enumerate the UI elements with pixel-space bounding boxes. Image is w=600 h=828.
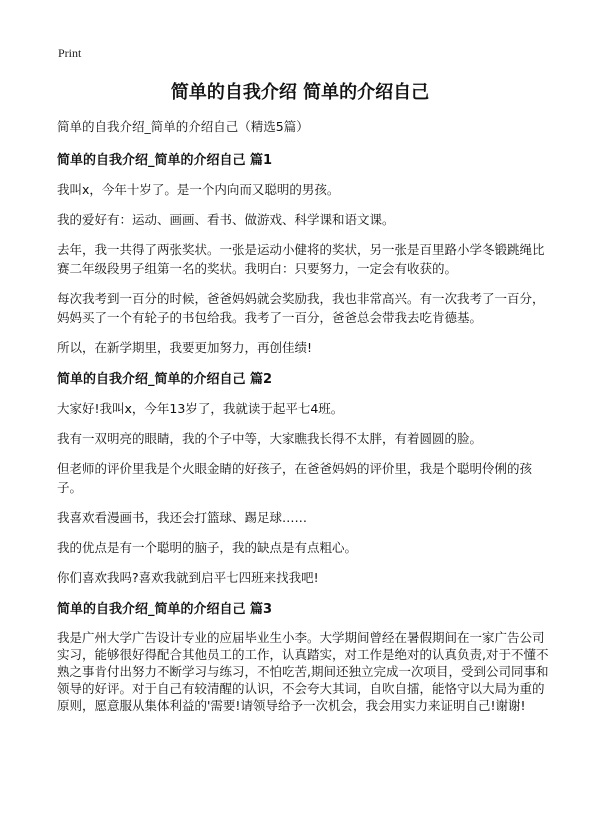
document-subtitle: 简单的自我介绍_简单的介绍自己（精选5篇）	[57, 119, 309, 134]
paragraph: 但老师的评价里我是个火眼金睛的好孩子，在爸爸妈妈的评价里，我是个聪明伶俐的孩子。	[57, 461, 533, 495]
section-3	[57, 598, 552, 714]
section-2	[57, 368, 552, 587]
section-heading: 简单的自我介绍_简单的介绍自己 篇3	[57, 602, 273, 617]
paragraph: 我的优点是有一个聪明的脑子，我的缺点是有点粗心。	[57, 540, 358, 555]
paragraph: 我有一双明亮的眼睛，我的个子中等，大家瞧我长得不太胖，有着圆圆的脸。	[57, 431, 483, 446]
paragraph: 所以，在新学期里，我要更加努力，再创佳绩!	[57, 340, 313, 355]
paragraph: 我喜欢看漫画书，我还会打篮球、踢足球……	[57, 510, 308, 525]
section-1	[57, 149, 552, 357]
section-heading: 简单的自我介绍_简单的介绍自己 篇1	[57, 153, 273, 168]
print-label: Print	[58, 46, 82, 60]
page-title: 简单的自我介绍 简单的介绍自己	[170, 82, 430, 103]
paragraph: 每次我考到一百分的时候，爸爸妈妈就会奖励我，我也非常高兴。有一次我考了一百分，妈妈买了一个有轮子的书包给我。我考了一百分，爸爸总会带我去吃肯德基。	[57, 291, 545, 325]
paragraph: 大家好!我叫x，今年13岁了，我就读于起平七4班。	[57, 401, 344, 416]
section-heading: 简单的自我介绍_简单的介绍自己 篇2	[57, 372, 273, 387]
paragraph: 你们喜欢我吗?喜欢我就到启平七四班来找我吧!	[57, 570, 319, 585]
paragraph: 我是广州大学广告设计专业的应届毕业生小李。大学期间曾经在暑假期间在一家广告公司实习，能够很好得配合其他员工的工作，认真踏实，对工作是绝对的认真负责,对于不懂不熟之事肯付出努力不断学习与练习，不怕吃苦,期间还独立完成一次项目，受到公司同事和领导的好评。对于自己有较清醒的认识，不会夸大其词，自吹自擂，能恪守以大局为重的原则，愿意服从集体利益的'需要!请领导给予一次机会，我会用实力来证明自己!谢谢!	[57, 630, 549, 713]
paragraph: 我叫x，今年十岁了。是一个内向而又聪明的男孩。	[57, 182, 340, 197]
document-body	[57, 117, 552, 725]
paragraph: 我的爱好有：运动、画画、看书、做游戏、科学课和语文课。	[57, 212, 395, 227]
paragraph: 去年，我一共得了两张奖状。一张是运动小健将的奖状，另一张是百里路小学冬锻跳绳比赛二年级段男子组第一名的奖状。我明白：只要努力，一定会有收获的。	[57, 242, 545, 276]
